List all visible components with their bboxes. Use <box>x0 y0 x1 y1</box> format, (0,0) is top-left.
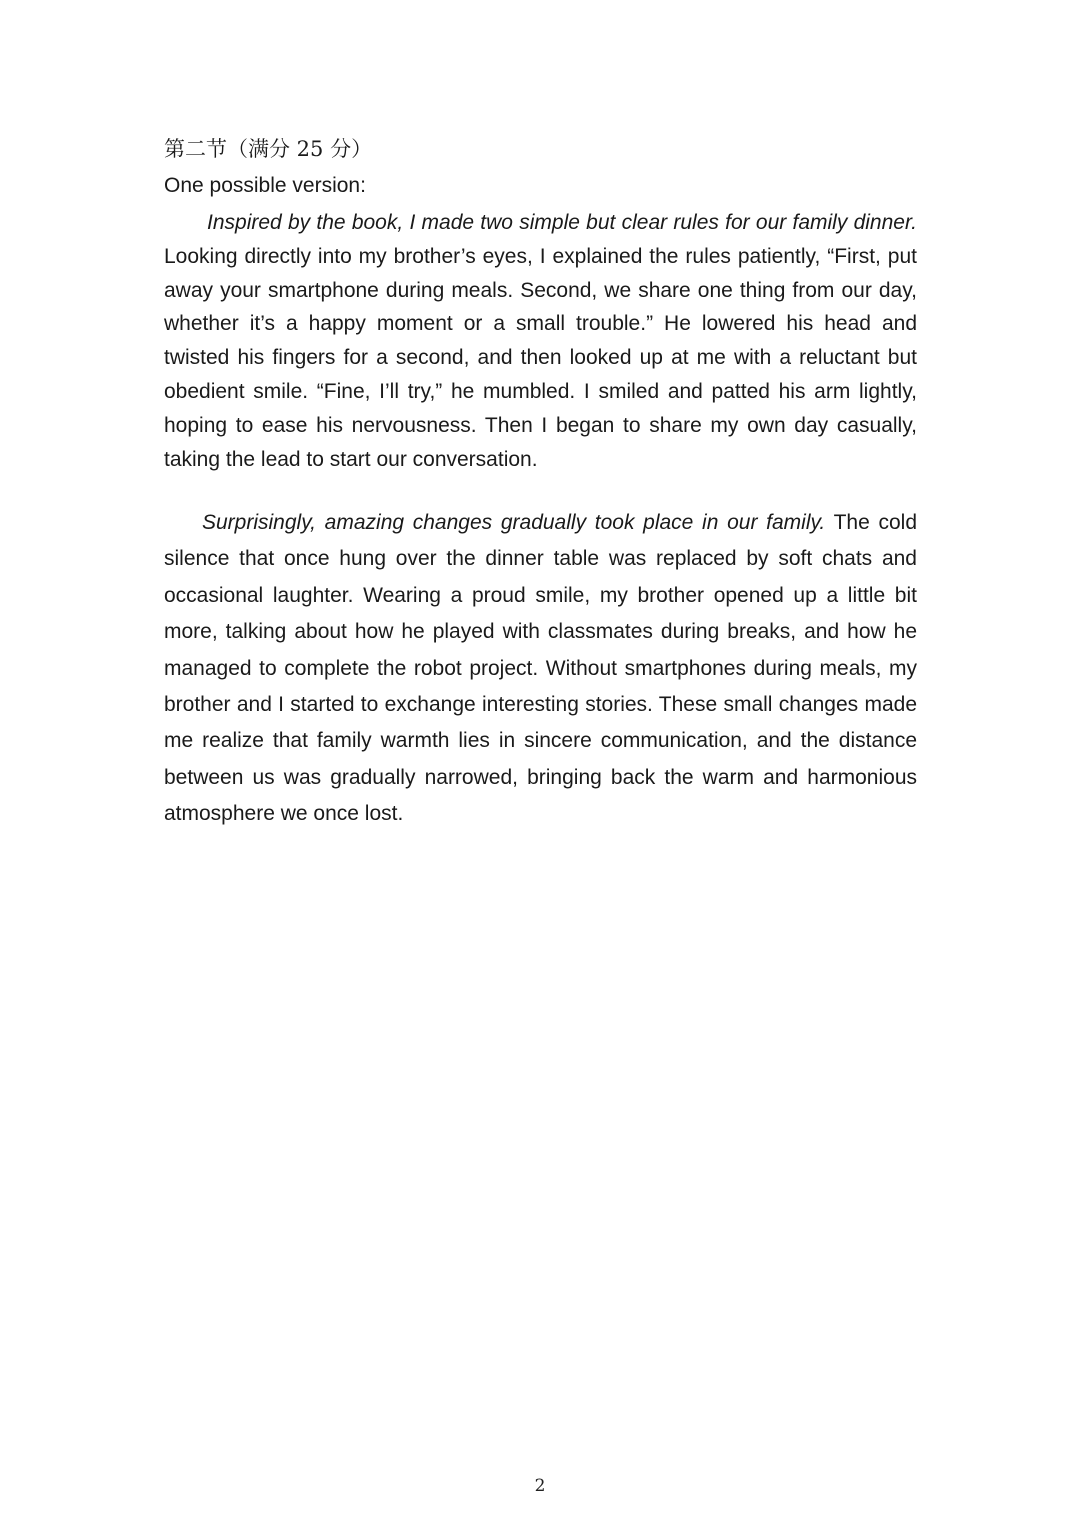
section-heading: 第二节（满分 25 分） <box>164 137 373 161</box>
paragraph-2-body: The cold silence that once hung over the dinner table was replaced by soft chats and occasional laughter. Wearing a proud smile, my brother opened up a little bit more, talking about how he played with classmates during breaks, and how he managed to complete the robot project. Without smartphones during meals, my brother and I started to exchange interesting stories. These small changes made me realize that family warmth lies in sincere communication, and the distance between us was gradually narrowed, bringing back the warm and harmonious atmosphere we once lost. <box>164 511 918 826</box>
paragraph-1-body: Looking directly into my brother’s eyes, I explained the rules patiently, “First, put away your smartphone during meals. Second, we share one thing from our day, whether it’s a happy moment or a small trouble.” He lowered his head and twisted his fingers for a second, and then looked up at me with a reluctant but obedient smile. “Fine, I’ll try,” he mumbled. I smiled and patted his arm lightly, hoping to ease his nervousness. Then I began to share my own day casually, taking the lead to start our conversation. <box>164 244 917 471</box>
paragraph-2-lead-sentence: Surprisingly, amazing changes gradually took place in our family. <box>202 511 826 534</box>
essay-paragraph-1 <box>164 206 917 476</box>
paragraph-1-lead-sentence: Inspired by the book, I made two simple but clear rules for our family dinner. <box>207 211 917 234</box>
essay-paragraph-2 <box>164 505 917 833</box>
version-label: One possible version: <box>164 174 366 197</box>
page-number: 2 <box>534 1476 546 1496</box>
